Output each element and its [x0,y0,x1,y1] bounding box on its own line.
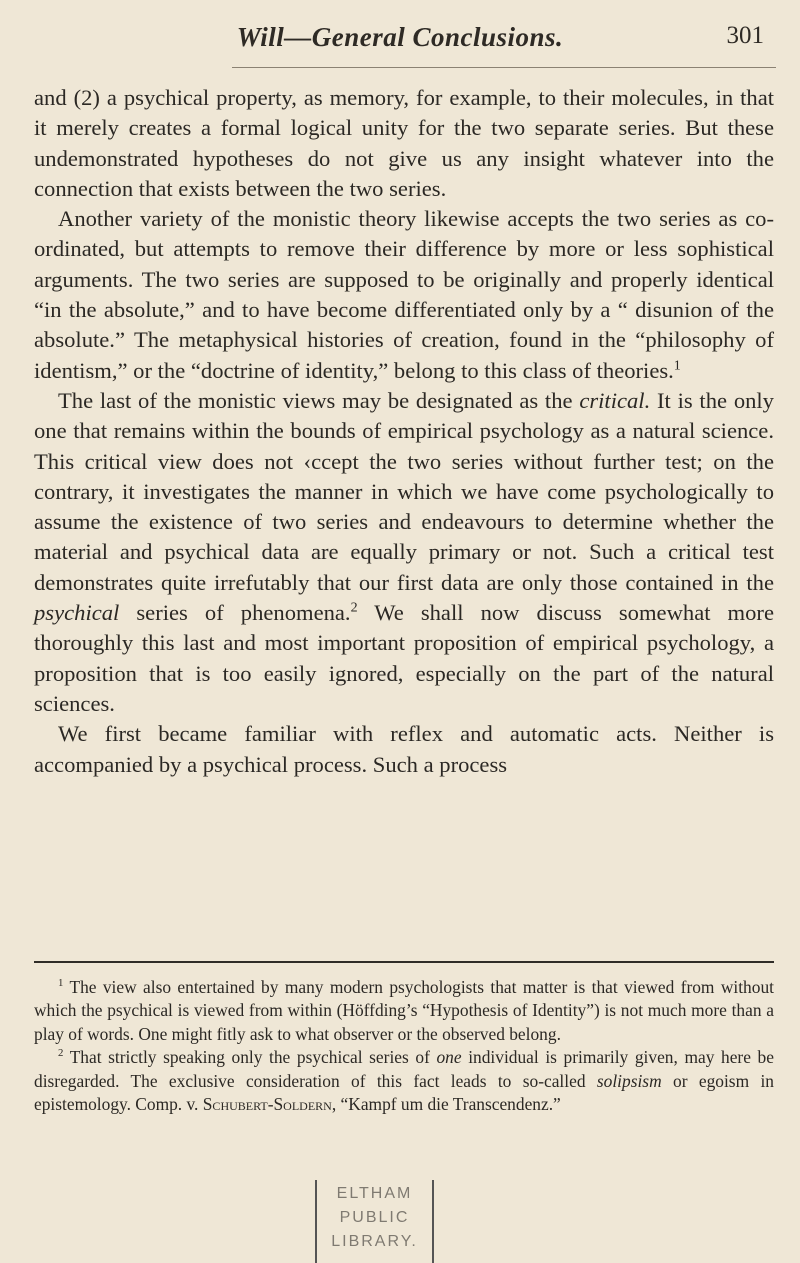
stamp-line-2: PUBLIC [339,1209,410,1226]
footnote-ref-2: 2 [350,600,358,616]
emphasis-psychical: psychical [34,600,120,626]
paragraph-3-part-c: series of phenomena. [136,600,351,626]
footnote-2-marker: 2 [58,1047,64,1060]
page-number: 301 [726,22,764,49]
footnote-2-author: Schubert-Soldern [202,1094,332,1115]
paragraph-2-text: Another variety of the monistic theory likewise accepts the two series as co-ordinated, but attempts to remove their difference by more or less sophistical arguments. The two series are supposed to be originally and properly identical “in the absolute,” and to have become differentiated only by a “ disunion of the absolute.” The metaphysical histories of creation, found in the “philosophy of identism,” or the “doctrine of identity,” belong to this class of theories. [34,206,774,383]
paragraph-3-part-d: We shall now discuss somewhat more thoroughly this last and most important proposition of empirical psychology, a proposition that is too easily ignored, especially on the part of the natural sciences. [34,600,774,716]
footnote-2 [34,1046,774,1116]
paragraph-3-part-b: It is the only one that remains within the bounds of empirical psychology as a natural science. This critical view does not ‹ccept the two series without further test; on the contrary, it investigates the manner in which we have come psychologically to assume the existence of two series and endeavours to determine whether the material and psychical data are equally primary or not. Such a critical test demonstrates quite irrefutably that our first data are only those contained in the [34,387,774,595]
footnote-1-marker: 1 [58,977,64,990]
footnotes [34,976,774,1116]
footnote-1-text: The view also entertained by many modern psychologists that matter is that viewed from without which the psychical is viewed from within (Höffding’s “Hypothesis of Identity”) is not much more than a play of words. One might fitly ask to what observer or the observed belong. [34,977,774,1044]
page-header [0,22,800,62]
emphasis-critical: critical. [579,387,651,413]
header-rule [232,67,776,68]
paragraph-3 [34,386,774,719]
footnote-1 [34,976,774,1046]
stamp-line-1: ELTHAM [336,1185,413,1202]
library-stamp [315,1180,434,1263]
paragraph-3-part-a: The last of the monistic views may be designated as the [58,387,573,413]
paragraph-1: and (2) a psychical property, as memory, for example, to their molecules, in that it merely creates a formal logical unity for the two separate series. But these undemonstrated hypotheses do not give us any insight whatever into the connection that exists between the two series. [34,85,774,201]
footnote-2-part-b: individual is primarily given, may here be disregarded. The exclusive consideration of this fact leads to so-called [34,1047,774,1091]
footnote-2-part-c: or egoism in epistemology. Comp. v. [34,1070,774,1115]
body-text [34,83,774,780]
footnote-2-part-d: , “Kampf um die Transcendenz.” [331,1094,561,1115]
footnote-2-emphasis-one: one [436,1047,462,1068]
footnote-2-emphasis-solipsism: solipsism [596,1070,662,1091]
paragraph-2 [34,204,774,386]
stamp-line-3: LIBRARY. [331,1233,418,1250]
footnote-ref-1: 1 [673,358,681,374]
footnote-divider [34,961,774,963]
footnote-2-part-a: That strictly speaking only the psychical series of [69,1047,430,1068]
running-title: Will—General Conclusions. [236,22,564,52]
paragraph-4: We first became familiar with reflex and automatic acts. Neither is accompanied by a psychical process. Such a process [34,721,774,777]
